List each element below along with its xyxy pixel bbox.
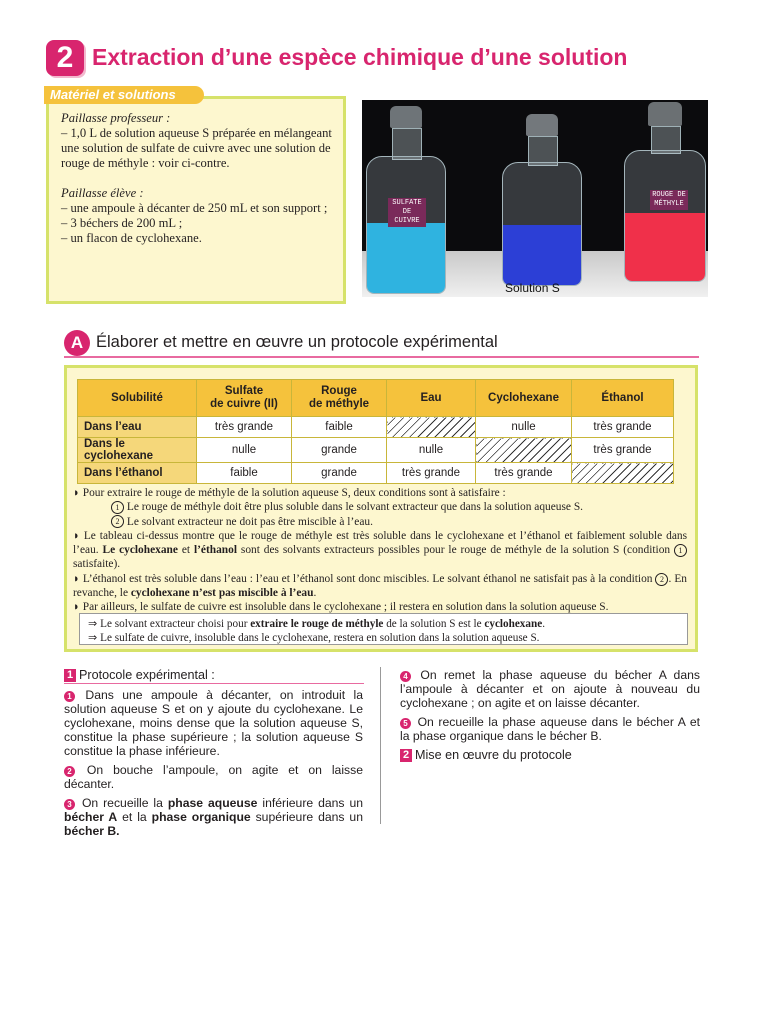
protocol-step-5: 5 On recueille la phase aqueuse dans le bécher A et la phase organique dans le bécher B. bbox=[400, 715, 700, 743]
solubility-table bbox=[77, 379, 674, 484]
prof-title: Paillasse professeur : bbox=[61, 111, 171, 125]
table-row bbox=[78, 438, 674, 463]
table-cell: grande bbox=[292, 438, 387, 463]
bottle-solution-s bbox=[502, 114, 582, 294]
table-cell: nulle bbox=[387, 438, 476, 463]
table-cell: très grande bbox=[197, 417, 292, 438]
section-a-title: Élaborer et mettre en œuvre un protocole expérimental bbox=[96, 333, 498, 351]
row-header: Dans l’eau bbox=[78, 417, 197, 438]
materiel-tag: Matériel et solutions bbox=[44, 86, 204, 104]
darkblue-liquid bbox=[503, 225, 581, 285]
table-cell: très grande bbox=[387, 463, 476, 484]
protocol-step-2: 2 On bouche l’ampoule, on agite et on laisse décanter. bbox=[64, 763, 363, 791]
table-row bbox=[78, 463, 674, 484]
prof-text: – 1,0 L de solution aqueuse S préparée en mélangeant une solution de sulfate de cuivre avec une solution de rouge de méthyle : voir ci-contre. bbox=[61, 126, 332, 170]
eleve-item: – un flacon de cyclohexane. bbox=[61, 231, 202, 245]
table-header-row bbox=[78, 380, 674, 417]
condition-2: 2 Le solvant extracteur ne doit pas être miscible à l’eau. bbox=[73, 515, 687, 529]
paragraph: ◗ Par ailleurs, le sulfate de cuivre est insoluble dans le cyclohexane ; il restera en solution dans la solution aqueuse S. bbox=[73, 601, 609, 614]
table-header-cell: Cyclohexane bbox=[476, 380, 572, 417]
table-cell: très grande bbox=[476, 463, 572, 484]
conclusion-box bbox=[79, 613, 688, 645]
condition-1: 1 Le rouge de méthyle doit être plus soluble dans le solvant extracteur que dans la solution aqueuse S. bbox=[73, 500, 687, 514]
paragraph: ◗ Pour extraire le rouge de méthyle de la solution aqueuse S, deux conditions sont à satisfaire : bbox=[73, 487, 506, 499]
table-header-cell: Rouge de méthyle bbox=[292, 380, 387, 417]
analysis-text bbox=[73, 486, 687, 615]
paragraph: ◗ Le tableau ci-dessus montre que le rouge de méthyle est très soluble dans le cyclohexane et l’éthanol et faiblement soluble dans l’eau. Le cyclohexane et l’éthanol sont des solvants extracteurs possibles pour le rouge de méthyle de la solution S (condition 1 satisfaite). bbox=[73, 529, 688, 571]
protocol-step-4: 4 On remet la phase aqueuse du bécher A dans l’ampoule à décanter et on ajoute à nouveau du cyclohexane ; on agite et on laisse décanter. bbox=[400, 668, 700, 710]
section-a-badge: A bbox=[64, 330, 90, 356]
implementation-heading: 2 Mise en œuvre du protocole bbox=[400, 748, 700, 762]
hatched-cell bbox=[387, 417, 476, 438]
table-cell: faible bbox=[292, 417, 387, 438]
section-a-rule bbox=[64, 356, 699, 358]
protocol-heading: 1 Protocole expérimental : bbox=[64, 668, 363, 682]
table-row bbox=[78, 417, 674, 438]
table-cell: grande bbox=[292, 463, 387, 484]
table-header-cell: Solubilité bbox=[78, 380, 197, 417]
protocol-right-column bbox=[400, 668, 700, 768]
bottle-sulfate bbox=[366, 106, 446, 296]
paragraph: ◗ L’éthanol est très soluble dans l’eau : l’eau et l’éthanol sont donc miscibles. Le solvant éthanol ne satisfait pas à la condition 2 . En revanche, le cyclohexane n’est pas miscible à l’eau. bbox=[73, 572, 687, 600]
red-liquid bbox=[625, 213, 705, 281]
hatched-cell bbox=[572, 463, 674, 484]
table-cell: très grande bbox=[572, 417, 674, 438]
label-rouge: ROUGE DE MÉTHYLE bbox=[650, 190, 688, 210]
label-sulfate: SULFATE DE CUIVRE bbox=[388, 198, 426, 227]
table-header-cell: Éthanol bbox=[572, 380, 674, 417]
table-cell: nulle bbox=[476, 417, 572, 438]
exercise-number-badge: 2 bbox=[46, 40, 84, 76]
photo-caption: Solution S bbox=[505, 281, 560, 295]
section-a-box bbox=[64, 365, 698, 652]
blue-liquid bbox=[367, 223, 445, 293]
conclusion-line: ⇒ Le solvant extracteur choisi pour extraire le rouge de méthyle de la solution S est le cyclohexane. bbox=[88, 618, 545, 630]
column-divider bbox=[380, 667, 381, 824]
table-header-cell: Sulfate de cuivre (II) bbox=[197, 380, 292, 417]
hatched-cell bbox=[476, 438, 572, 463]
bottle-rouge bbox=[624, 102, 706, 292]
eleve-title: Paillasse élève : bbox=[61, 186, 144, 200]
row-header: Dans le cyclohexane bbox=[78, 438, 197, 463]
bottles-photo bbox=[362, 100, 708, 297]
row-header: Dans l’éthanol bbox=[78, 463, 197, 484]
table-cell: très grande bbox=[572, 438, 674, 463]
table-cell: nulle bbox=[197, 438, 292, 463]
page-title: Extraction d’une espèce chimique d’une solution bbox=[92, 44, 628, 70]
protocol-left-column bbox=[64, 668, 363, 843]
eleve-item: – 3 béchers de 200 mL ; bbox=[61, 216, 183, 230]
table-cell: faible bbox=[197, 463, 292, 484]
eleve-item: – une ampoule à décanter de 250 mL et son support ; bbox=[61, 201, 328, 215]
conclusion-line: ⇒ Le sulfate de cuivre, insoluble dans le cyclohexane, restera en solution dans la solution aqueuse S. bbox=[88, 632, 540, 644]
protocol-step-1: 1 Dans une ampoule à décanter, on introduit la solution aqueuse S et on y ajoute du cyclohexane. Le cyclohexane, moins dense que la solution aqueuse S, constitue la phase supérieure ; la solution aqueuse S constitue la phase inférieure. bbox=[64, 688, 364, 758]
materiel-box bbox=[46, 96, 346, 304]
protocol-step-3: 3 On recueille la phase aqueuse inférieure dans un bécher A et la phase organique supérieure dans un bécher B. bbox=[64, 796, 364, 838]
table-header-cell: Eau bbox=[387, 380, 476, 417]
